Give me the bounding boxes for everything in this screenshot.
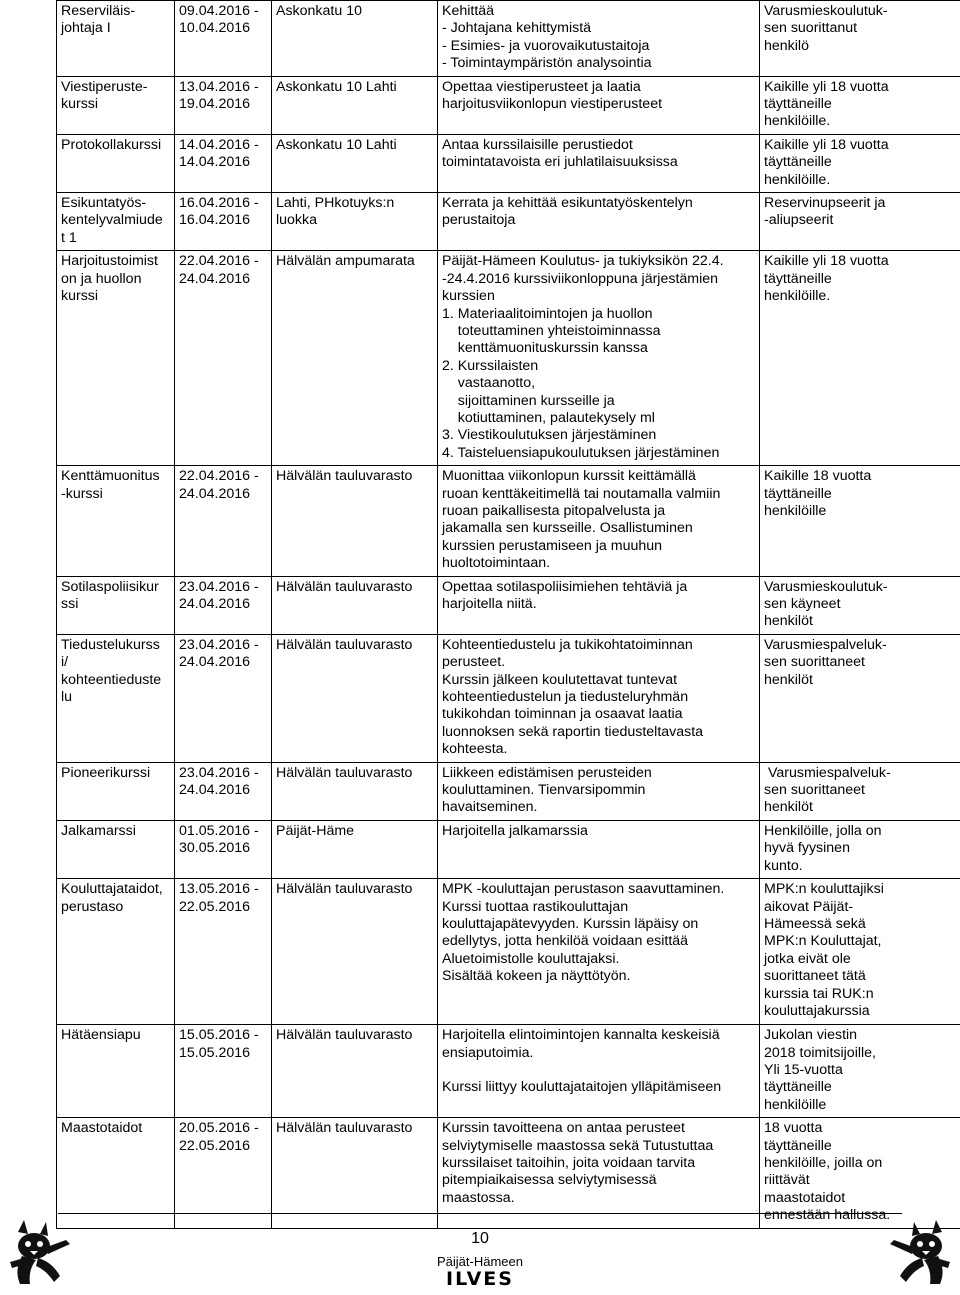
course-location-cell bbox=[272, 251, 438, 466]
course-name-line: Kouluttajataidot, bbox=[61, 881, 163, 898]
course-audience-cell bbox=[760, 820, 960, 878]
course-name-line: ssi bbox=[61, 596, 79, 612]
course-name-line: Reserviläis- bbox=[61, 3, 136, 19]
course-date-line: 22.04.2016 - bbox=[179, 468, 259, 485]
course-description-cell bbox=[438, 634, 760, 762]
course-audience-line: sen suorittaneet bbox=[764, 782, 865, 799]
course-audience-line: Kaikille 18 vuotta bbox=[764, 468, 872, 485]
course-description-line: kohteentiedustelun ja tiedusteluryhmän bbox=[442, 689, 689, 706]
course-location-cell bbox=[272, 76, 438, 134]
course-audience-line: hyvä fyysinen bbox=[764, 840, 850, 857]
course-date-line: 15.05.2016 - bbox=[179, 1027, 259, 1044]
course-location-line: Hälvälän tauluvarasto bbox=[276, 881, 413, 898]
table-row bbox=[57, 1118, 960, 1228]
course-date-cell bbox=[175, 820, 272, 878]
course-audience-line: kurssia tai RUK:n bbox=[764, 985, 874, 1002]
course-description-line: Päijät-Hämeen Koulutus- ja tukiyksikön 22.4. bbox=[442, 253, 724, 270]
course-date-line: 13.05.2016 - bbox=[179, 881, 259, 898]
course-description-line: pitempiaikaisessa selviytymisessä bbox=[442, 1172, 657, 1189]
course-description-cell bbox=[438, 76, 760, 134]
course-audience-line: 2018 toimitsijoille, bbox=[764, 1044, 876, 1061]
course-name-line: kohteentieduste bbox=[61, 671, 162, 688]
course-description-line: jakamalla sen kursseille. Osallistuminen bbox=[442, 520, 693, 537]
organization-name: Päijät-Hämeen bbox=[437, 1254, 523, 1269]
course-location-line: Askonkatu 10 bbox=[276, 3, 362, 19]
course-location-cell bbox=[272, 466, 438, 576]
course-date-line: 24.04.2016 bbox=[179, 270, 251, 287]
course-date-cell bbox=[175, 1, 272, 77]
course-description-line: Kurssi liittyy kouluttajataitojen ylläpitämiseen bbox=[442, 1079, 722, 1096]
course-name-line: kurssi bbox=[61, 96, 99, 113]
course-date-line: 23.04.2016 - bbox=[179, 764, 259, 781]
course-audience-cell bbox=[760, 1025, 960, 1118]
course-audience-line: täyttäneille bbox=[764, 270, 832, 287]
course-name-cell bbox=[57, 576, 175, 634]
course-location-line: Hälvälän tauluvarasto bbox=[276, 578, 413, 595]
course-audience-line: Hämeessä sekä bbox=[764, 915, 866, 932]
course-audience-cell bbox=[760, 76, 960, 134]
course-date-line: 14.04.2016 bbox=[179, 154, 251, 171]
course-date-cell bbox=[175, 193, 272, 251]
course-date-cell bbox=[175, 1118, 272, 1228]
course-description-line: Harjoitella elintoimintojen kannalta keskeisiä bbox=[442, 1027, 720, 1044]
course-location-line: Päijät-Häme bbox=[276, 822, 355, 839]
course-audience-cell bbox=[760, 251, 960, 466]
course-description-line: ensiaputoimia. bbox=[442, 1044, 534, 1061]
course-description-line: Kurssin tavoitteena on antaa perusteet bbox=[442, 1120, 685, 1137]
course-description-line: luonnoksen sekä raportin tiedusteltavasta bbox=[442, 723, 704, 740]
course-date-line: 22.05.2016 bbox=[179, 898, 251, 915]
table-row bbox=[57, 1, 960, 77]
course-audience-line: suorittaneet tätä bbox=[764, 968, 866, 985]
course-date-line: 22.04.2016 - bbox=[179, 253, 259, 270]
course-description-line: toimintatavoista eri juhlatilaisuuksissa bbox=[442, 154, 678, 171]
course-description-cell bbox=[438, 193, 760, 251]
logo-wordmark: ILVES bbox=[446, 1268, 514, 1290]
course-audience-line: henkilöille. bbox=[764, 113, 831, 130]
course-location-cell bbox=[272, 1025, 438, 1118]
table-row bbox=[57, 134, 960, 192]
course-description-cell bbox=[438, 879, 760, 1025]
course-description-line: - Toimintaympäristön analysointia bbox=[442, 55, 652, 72]
table-row bbox=[57, 251, 960, 466]
course-description-line: Kohteentiedustelu ja tukikohtatoiminnan bbox=[442, 636, 693, 653]
description-list-item: kotiuttaminen, palautekysely ml bbox=[442, 409, 655, 426]
course-location-line: Hälvälän ampumarata bbox=[276, 253, 415, 270]
course-description-line bbox=[442, 1062, 755, 1079]
course-name-line: i/ bbox=[61, 654, 69, 671]
course-audience-line: MPK:n kouluttajiksi bbox=[764, 881, 884, 898]
course-audience-line: 18 vuotta bbox=[764, 1120, 823, 1137]
course-location-cell bbox=[272, 879, 438, 1025]
course-location-line: Hälvälän tauluvarasto bbox=[276, 636, 413, 653]
course-name-line: Sotilaspoliisikur bbox=[61, 578, 159, 595]
course-audience-line: henkilöille, joilla on bbox=[764, 1154, 883, 1171]
course-description-cell bbox=[438, 1, 760, 77]
course-name-line: Hätäensiapu bbox=[61, 1027, 141, 1044]
table-row bbox=[57, 1025, 960, 1118]
table-row bbox=[57, 634, 960, 762]
course-date-line: 24.04.2016 bbox=[179, 654, 251, 671]
course-location-cell bbox=[272, 634, 438, 762]
course-description-cell bbox=[438, 1025, 760, 1118]
course-audience-line: sen suorittanut bbox=[764, 20, 858, 37]
course-audience-line: Kaikille yli 18 vuotta bbox=[764, 78, 889, 95]
course-description-line: harjoitusviikonlopun viestiperusteet bbox=[442, 96, 663, 113]
course-date-line: 22.05.2016 bbox=[179, 1137, 251, 1154]
course-name-line: Maastotaidot bbox=[61, 1120, 143, 1137]
course-name-line: Viestiperuste- bbox=[61, 78, 148, 95]
description-list-item: vastaanotto, bbox=[442, 375, 536, 392]
course-date-cell bbox=[175, 1025, 272, 1118]
course-audience-line: sen suorittaneet bbox=[764, 654, 865, 671]
course-audience-line: sen käyneet bbox=[764, 596, 841, 612]
course-audience-line: Reservinupseerit ja bbox=[764, 195, 886, 212]
course-name-line: t 1 bbox=[61, 229, 77, 246]
course-date-cell bbox=[175, 466, 272, 576]
course-location-cell bbox=[272, 193, 438, 251]
course-location-line: luokka bbox=[276, 212, 318, 229]
course-audience-cell bbox=[760, 762, 960, 820]
course-description-cell bbox=[438, 762, 760, 820]
course-date-line: 10.04.2016 bbox=[179, 20, 251, 37]
course-audience-line: kouluttajakurssia bbox=[764, 1002, 870, 1019]
course-audience-line: henkilö bbox=[764, 37, 809, 54]
course-description-cell bbox=[438, 576, 760, 634]
course-table bbox=[56, 0, 960, 1229]
course-audience-cell bbox=[760, 576, 960, 634]
course-date-line: 23.04.2016 - bbox=[179, 578, 259, 595]
course-description-line: harjoitella niitä. bbox=[442, 596, 537, 612]
course-name-cell bbox=[57, 634, 175, 762]
course-description-cell bbox=[438, 251, 760, 466]
course-audience-cell bbox=[760, 466, 960, 576]
course-description-line: - Esimies- ja vuorovaikutustaitoja bbox=[442, 37, 650, 54]
course-audience-line: henkilöille bbox=[764, 502, 827, 519]
course-description-line: maastossa. bbox=[442, 1189, 515, 1206]
course-audience-line: riittävät bbox=[764, 1172, 810, 1189]
course-audience-line: ennestään hallussa. bbox=[764, 1207, 891, 1224]
table-row bbox=[57, 193, 960, 251]
course-name-cell bbox=[57, 76, 175, 134]
course-audience-line: henkilöt bbox=[764, 671, 813, 688]
course-name-cell bbox=[57, 762, 175, 820]
course-description-line: kouluttajapätevyyden. Kurssin läpäisy on bbox=[442, 915, 699, 932]
course-audience-cell bbox=[760, 134, 960, 192]
course-audience-line: Kaikille yli 18 vuotta bbox=[764, 136, 889, 153]
course-name-line: Kenttämuonitus bbox=[61, 468, 160, 485]
course-date-cell bbox=[175, 634, 272, 762]
course-audience-cell bbox=[760, 1118, 960, 1228]
course-description-line: Kurssin jälkeen koulutettavat tuntevat bbox=[442, 671, 678, 688]
course-audience-line: henkilöille bbox=[764, 1096, 827, 1113]
course-audience-line: täyttäneille bbox=[764, 1079, 832, 1096]
description-list-item: toteuttaminen yhteistoiminnassa bbox=[442, 322, 661, 339]
table-row bbox=[57, 466, 960, 576]
page-number: 10 bbox=[471, 1230, 489, 1247]
course-location-line: Hälvälän tauluvarasto bbox=[276, 764, 413, 781]
course-audience-line: täyttäneille bbox=[764, 1137, 832, 1154]
course-audience-line: täyttäneille bbox=[764, 485, 832, 502]
course-name-line: on ja huollon bbox=[61, 270, 142, 287]
course-description-cell bbox=[438, 134, 760, 192]
course-name-cell bbox=[57, 1, 175, 77]
course-description-line: -24.4.2016 kurssiviikonloppuna järjestämien bbox=[442, 270, 719, 287]
description-list-item: 4. Taisteluensiapukoulutuksen järjestäminen bbox=[442, 444, 720, 461]
table-row bbox=[57, 762, 960, 820]
course-name-cell bbox=[57, 193, 175, 251]
course-audience-cell bbox=[760, 879, 960, 1025]
course-date-line: 13.04.2016 - bbox=[179, 78, 259, 95]
course-location-cell bbox=[272, 576, 438, 634]
description-list-item: 1. Materiaalitoimintojen ja huollon bbox=[442, 305, 653, 322]
course-description-line: edellytys, jotta henkilöä voidaan esittää bbox=[442, 933, 689, 950]
course-date-line: 24.04.2016 bbox=[179, 485, 251, 502]
course-location-cell bbox=[272, 820, 438, 878]
course-description-line: tukikohdan toiminnan ja osaavat laatia bbox=[442, 706, 683, 723]
footer-divider bbox=[58, 1213, 902, 1214]
course-location-cell bbox=[272, 1, 438, 77]
course-location-line: Lahti, PHkotuyks:n bbox=[276, 195, 395, 212]
course-name-line: Pioneerikurssi bbox=[61, 764, 151, 781]
course-audience-line: Yli 15-vuotta bbox=[764, 1061, 843, 1078]
course-description-line: perusteet. bbox=[442, 654, 506, 671]
course-audience-line: Varusmieskoulutuk- bbox=[764, 578, 888, 595]
course-description-line: havaitseminen. bbox=[442, 799, 538, 816]
course-description-line: Kehittää bbox=[442, 3, 495, 19]
course-date-cell bbox=[175, 576, 272, 634]
table-row bbox=[57, 879, 960, 1025]
course-audience-line: Jukolan viestin bbox=[764, 1027, 858, 1044]
description-list-item: 2. Kurssilaisten bbox=[442, 357, 539, 374]
course-date-line: 19.04.2016 bbox=[179, 96, 251, 113]
description-list-item: sijoittaminen kursseille ja bbox=[442, 392, 615, 409]
course-description-line: selviytymiselle maastossa sekä Tutustuttaa bbox=[442, 1137, 714, 1154]
course-name-line: kentelyvalmiude bbox=[61, 212, 163, 229]
course-description-line: ruoan kenttäkeitimellä tai noutamalla valmiin bbox=[442, 485, 721, 502]
course-location-cell bbox=[272, 762, 438, 820]
course-audience-line: maastotaidot bbox=[764, 1189, 846, 1206]
course-audience-line: täyttäneille bbox=[764, 96, 832, 113]
course-description-line: kurssien perustamiseen ja muuhun bbox=[442, 537, 663, 554]
course-description-line: Harjoitella jalkamarssia bbox=[442, 822, 588, 839]
course-name-line: -kurssi bbox=[61, 485, 103, 502]
course-audience-line: aikovat Päijät- bbox=[764, 898, 854, 915]
course-audience-cell bbox=[760, 634, 960, 762]
course-name-line: perustaso bbox=[61, 898, 124, 915]
course-name-line: kurssi bbox=[61, 288, 99, 305]
course-description-cell bbox=[438, 820, 760, 878]
course-description-line: Sisältää kokeen ja näyttötyön. bbox=[442, 968, 631, 985]
course-description-line: - Johtajana kehittymistä bbox=[442, 20, 592, 37]
course-date-line: 23.04.2016 - bbox=[179, 636, 259, 653]
course-location-cell bbox=[272, 1118, 438, 1228]
course-name-cell bbox=[57, 1025, 175, 1118]
course-name-cell bbox=[57, 820, 175, 878]
course-date-cell bbox=[175, 76, 272, 134]
course-date-line: 30.05.2016 bbox=[179, 840, 251, 857]
course-audience-line: Kaikille yli 18 vuotta bbox=[764, 253, 889, 270]
course-date-line: 15.05.2016 bbox=[179, 1044, 251, 1061]
course-name-line: Esikuntatyös- bbox=[61, 195, 147, 212]
course-description-line: Muonittaa viikonlopun kurssit keittämällä bbox=[442, 468, 696, 485]
course-description-line: Antaa kurssilaisille perustiedot bbox=[442, 136, 633, 153]
course-name-line: johtaja I bbox=[61, 20, 111, 37]
course-description-line: Liikkeen edistämisen perusteiden bbox=[442, 764, 652, 781]
course-audience-line: Henkilöille, jolla on bbox=[764, 822, 882, 839]
course-name-cell bbox=[57, 879, 175, 1025]
course-audience-line: kunto. bbox=[764, 857, 803, 874]
course-description-line: kohteesta. bbox=[442, 741, 508, 758]
course-audience-line: -aliupseerit bbox=[764, 212, 834, 229]
course-date-line: 14.04.2016 - bbox=[179, 136, 259, 153]
course-name-line: Tiedustelukurss bbox=[61, 636, 160, 653]
course-description-line: kurssilaiset taitoihin, joita voidaan tarvita bbox=[442, 1154, 696, 1171]
course-date-cell bbox=[175, 251, 272, 466]
course-description-cell bbox=[438, 466, 760, 576]
course-description-line: Opettaa sotilaspoliisimiehen tehtäviä ja bbox=[442, 578, 688, 595]
description-list-item: 3. Viestikoulutuksen järjestäminen bbox=[442, 427, 657, 444]
course-description-line: ruoan paikallisesta pitopalvelusta ja bbox=[442, 502, 666, 519]
course-name-cell bbox=[57, 466, 175, 576]
course-name-line: Jalkamarssi bbox=[61, 822, 136, 839]
course-description-line: perustaitoja bbox=[442, 212, 516, 229]
description-list-item: kenttämuonituskurssin kanssa bbox=[442, 340, 648, 357]
course-location-line: Hälvälän tauluvarasto bbox=[276, 1027, 413, 1044]
course-description-line: Kerrata ja kehittää esikuntatyöskentelyn bbox=[442, 195, 693, 212]
course-date-line: 09.04.2016 - bbox=[179, 3, 259, 19]
course-audience-line: henkilöt bbox=[764, 799, 813, 816]
course-location-cell bbox=[272, 134, 438, 192]
course-date-cell bbox=[175, 134, 272, 192]
table-row bbox=[57, 76, 960, 134]
course-date-cell bbox=[175, 762, 272, 820]
table-row bbox=[57, 576, 960, 634]
course-name-line: Protokollakurssi bbox=[61, 136, 162, 153]
course-audience-line: henkilöille. bbox=[764, 288, 831, 305]
course-audience-line: henkilöille. bbox=[764, 171, 831, 188]
course-description-cell bbox=[438, 1118, 760, 1228]
course-audience-line: Varusmieskoulutuk- bbox=[764, 3, 888, 19]
course-date-line: 24.04.2016 bbox=[179, 782, 251, 799]
table-row bbox=[57, 820, 960, 878]
course-date-line: 01.05.2016 - bbox=[179, 822, 259, 839]
course-description-line: kurssien bbox=[442, 288, 495, 305]
course-date-line: 20.05.2016 - bbox=[179, 1120, 259, 1137]
course-name-line: Harjoitustoimist bbox=[61, 253, 158, 270]
course-description-line: Kurssi tuottaa rastikouluttajan bbox=[442, 898, 629, 915]
course-description-line: Opettaa viestiperusteet ja laatia bbox=[442, 78, 641, 95]
course-location-line: Askonkatu 10 Lahti bbox=[276, 78, 397, 95]
course-table-body bbox=[57, 1, 960, 1229]
course-date-line: 16.04.2016 bbox=[179, 212, 251, 229]
course-date-line: 24.04.2016 bbox=[179, 596, 251, 612]
course-audience-line: MPK:n Kouluttajat, bbox=[764, 933, 882, 950]
course-audience-line: henkilöt bbox=[764, 613, 813, 630]
course-audience-line: jotka eivät ole bbox=[764, 950, 851, 967]
course-description-line: Aluetoimistolle kouluttajaksi. bbox=[442, 950, 620, 967]
course-date-cell bbox=[175, 879, 272, 1025]
course-audience-cell bbox=[760, 1, 960, 77]
course-location-line: Hälvälän tauluvarasto bbox=[276, 468, 413, 485]
course-name-cell bbox=[57, 134, 175, 192]
course-description-line: kouluttaminen. Tienvarsipommin bbox=[442, 782, 646, 799]
course-name-line: lu bbox=[61, 689, 73, 706]
course-location-line: Askonkatu 10 Lahti bbox=[276, 136, 397, 153]
course-date-line: 16.04.2016 - bbox=[179, 195, 259, 212]
course-audience-line: Varusmiespalveluk- bbox=[764, 764, 891, 781]
course-name-cell bbox=[57, 1118, 175, 1228]
course-audience-line: Varusmiespalveluk- bbox=[764, 636, 887, 653]
course-audience-line: täyttäneille bbox=[764, 154, 832, 171]
course-description-line: MPK -kouluttajan perustason saavuttaminen. bbox=[442, 881, 725, 898]
course-description-line: huoltotoimintaan. bbox=[442, 555, 551, 572]
course-name-cell bbox=[57, 251, 175, 466]
course-audience-cell bbox=[760, 193, 960, 251]
course-location-line: Hälvälän tauluvarasto bbox=[276, 1120, 413, 1137]
